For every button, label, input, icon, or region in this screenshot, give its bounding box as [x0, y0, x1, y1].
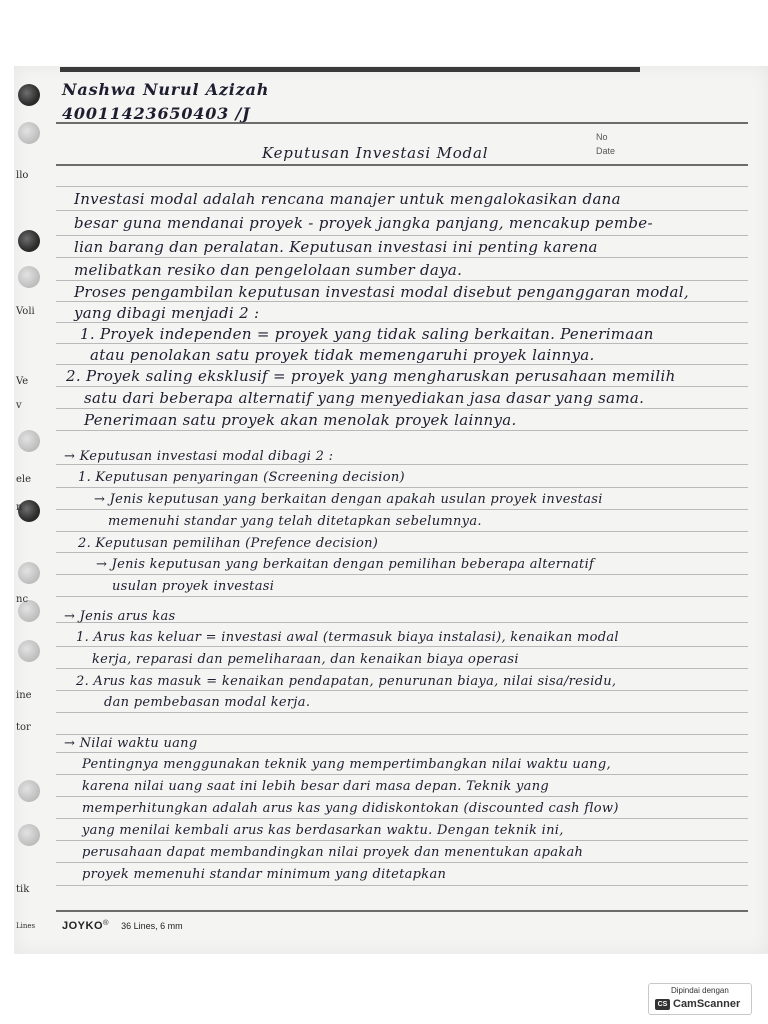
text-line: kerja, reparasi dan pemeliharaan, dan kenaikan biaya operasi: [92, 652, 519, 667]
rule-line: [56, 712, 748, 713]
rule-line: [56, 818, 748, 819]
rule-line: [56, 574, 748, 575]
no-label: No: [596, 132, 608, 142]
text-line: dan pembebasan modal kerja.: [104, 695, 311, 710]
binder-hole: [18, 230, 40, 252]
text-line: karena nilai uang saat ini lebih besar dari masa depan. Teknik yang: [82, 779, 550, 794]
rule-line: [56, 464, 748, 465]
rule-line: [56, 531, 748, 532]
rule-line: [56, 364, 748, 365]
binder-hole: [18, 824, 40, 846]
margin-fragment: v: [16, 400, 22, 411]
text-line: perusahaan dapat membandingkan nilai proyek dan menentukan apakah: [82, 845, 584, 860]
margin-fragment: n: [16, 502, 23, 513]
rule-line: [56, 210, 748, 211]
margin-fragment: tik: [16, 884, 30, 895]
rule-line: [56, 596, 748, 597]
rule-line: [56, 408, 748, 409]
rule-line: [56, 235, 748, 236]
text-line: memperhitungkan adalah arus kas yang didiskontokan (discounted cash flow): [82, 801, 619, 816]
margin-fragment: Lines: [16, 922, 36, 930]
text-line: atau penolakan satu proyek tidak memengaruhi proyek lainnya.: [90, 346, 595, 364]
rule-line: [56, 774, 748, 775]
page-title: Keputusan Investasi Modal: [262, 144, 489, 162]
student-id: 40011423650403 /J: [62, 104, 251, 123]
binder-hole: [18, 84, 40, 106]
text-line: 1. Arus kas keluar = investasi awal (termasuk biaya instalasi), kenaikan modal: [76, 630, 619, 645]
binder-hole: [18, 780, 40, 802]
text-line: Proses pengambilan keputusan investasi modal disebut penganggaran modal,: [74, 283, 689, 301]
rule-line: [56, 322, 748, 323]
section-heading: → Nilai waktu uang: [64, 736, 198, 751]
binder-hole: [18, 122, 40, 144]
student-name: Nashwa Nurul Azizah: [62, 80, 270, 99]
binder-hole: [18, 640, 40, 662]
margin-fragment: ele: [16, 474, 32, 485]
rule-line: [56, 301, 748, 302]
rule-line: [56, 752, 748, 753]
text-line: satu dari beberapa alternatif yang menyediakan jasa dasar yang sama.: [84, 389, 645, 407]
rule-line: [56, 668, 748, 669]
binder-hole: [18, 266, 40, 288]
text-line: Pentingnya menggunakan teknik yang mempertimbangkan nilai waktu uang,: [82, 757, 611, 772]
rule-line: [56, 910, 748, 912]
rule-line: [56, 343, 748, 344]
text-line: proyek memenuhi standar minimum yang ditetapkan: [82, 867, 447, 882]
text-line: melibatkan resiko dan pengelolaan sumber daya.: [74, 261, 463, 279]
rule-line: [56, 646, 748, 647]
camscanner-logo-icon: CS: [655, 999, 670, 1010]
text-line: usulan proyek investasi: [112, 579, 275, 594]
text-line: 1. Proyek independen = proyek yang tidak saling berkaitan. Penerimaan: [80, 325, 654, 343]
rule-line: [56, 885, 748, 886]
rule-line: [56, 552, 748, 553]
binder-hole: [18, 430, 40, 452]
text-line: lian barang dan peralatan. Keputusan investasi ini penting karena: [74, 238, 598, 256]
rule-line: [56, 186, 748, 187]
text-line: besar guna mendanai proyek - proyek jangka panjang, mencakup pembe-: [74, 214, 653, 232]
text-line: → Jenis keputusan yang berkaitan dengan pemilihan beberapa alternatif: [96, 557, 595, 572]
camscanner-watermark: [648, 983, 752, 1015]
rule-line: [56, 690, 748, 691]
rule-line: [56, 430, 748, 431]
margin-fragment: Ve: [16, 376, 29, 387]
margin-fragment: ine: [16, 690, 32, 701]
rule-line: [56, 509, 748, 510]
section-heading: → Jenis arus kas: [64, 609, 176, 624]
text-line: 2. Arus kas masuk = kenaikan pendapatan, penurunan biaya, nilai sisa/residu,: [76, 674, 617, 689]
text-line: 1. Keputusan penyaringan (Screening decision): [78, 470, 405, 485]
notebook-brand: JOYKO® 36 Lines, 6 mm: [62, 918, 183, 932]
lines-info: 36 Lines, 6 mm: [121, 921, 183, 931]
rule-line: [56, 487, 748, 488]
text-line: → Jenis keputusan yang berkaitan dengan apakah usulan proyek investasi: [94, 492, 603, 507]
page-top-edge: [60, 67, 640, 72]
margin-fragment: llo: [16, 170, 29, 181]
rule-line: [56, 862, 748, 863]
text-line: yang dibagi menjadi 2 :: [74, 304, 260, 322]
margin-fragment: nc: [16, 594, 29, 605]
rule-line: [56, 734, 748, 735]
rule-line: [56, 386, 748, 387]
scanner-caption: Dipindai dengan: [671, 986, 729, 995]
scanner-name: CamScanner: [673, 998, 741, 1010]
text-line: 2. Proyek saling eksklusif = proyek yang mengharuskan perusahaan memilih: [66, 367, 676, 385]
brand-name: JOYKO: [62, 920, 104, 932]
margin-fragment: Voli: [16, 306, 35, 317]
text-line: yang menilai kembali arus kas berdasarkan waktu. Dengan teknik ini,: [82, 823, 564, 838]
binder-hole: [18, 562, 40, 584]
rule-line: [56, 257, 748, 258]
date-label: Date: [596, 146, 616, 156]
rule-line: [56, 164, 748, 166]
section-heading: → Keputusan investasi modal dibagi 2 :: [64, 449, 334, 464]
text-line: memenuhi standar yang telah ditetapkan sebelumnya.: [108, 514, 482, 529]
text-line: Penerimaan satu proyek akan menolak proyek lainnya.: [84, 411, 517, 429]
margin-fragment: tor: [16, 722, 31, 733]
text-line: Investasi modal adalah rencana manajer untuk mengalokasikan dana: [74, 190, 621, 208]
rule-line: [56, 840, 748, 841]
rule-line: [56, 280, 748, 281]
rule-line: [56, 796, 748, 797]
text-line: 2. Keputusan pemilihan (Prefence decision): [78, 536, 379, 551]
